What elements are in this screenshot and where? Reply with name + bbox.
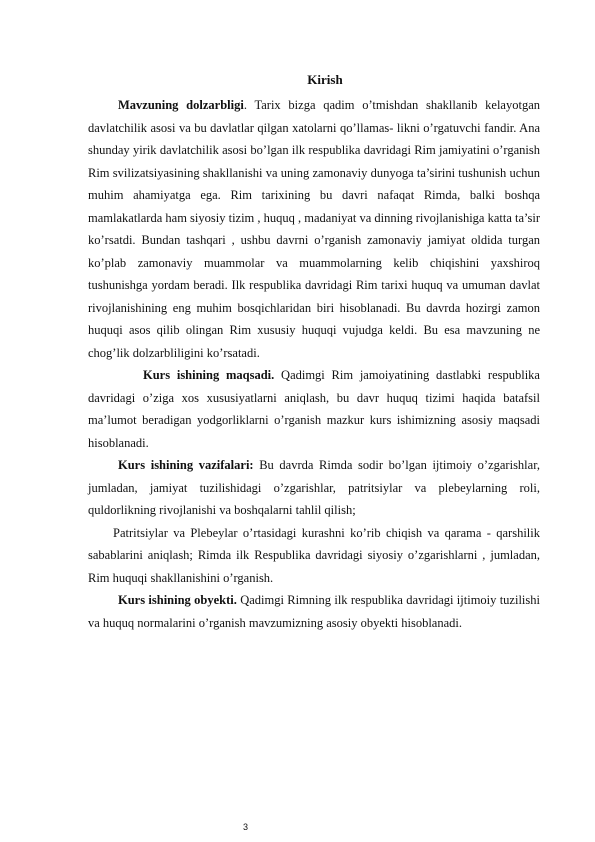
paragraph-lead: Kurs ishining maqsadi.: [143, 368, 275, 382]
paragraph-lead: Mavzuning dolzarbligi: [118, 98, 244, 112]
paragraph-goal: [88, 364, 540, 454]
paragraph-object: [88, 589, 540, 634]
paragraph-relevance: [88, 94, 540, 364]
paragraph-lead: Kurs ishining vazifalari:: [118, 458, 254, 472]
paragraph-text: Patritsiylar va Plebeylar o’rtasidagi kurashni ko’rib chiqish va qarama - qarshilik sabablarini aniqlash; Rimda ilk Respublika davridagi siyosiy o’zgarishlarni , jumladan, Rim huquqi shakllanishini o’rganish.: [88, 525, 540, 585]
paragraph-tasks: [88, 454, 540, 522]
paragraph-text: . Tarix bizga qadim o’tmishdan shakllanib kelayotgan davlatchilik asosi va bu davlatlar qilgan xatolarni qo’llamas- likni o’rgatuvchi fandir. Ana shunday yirik davlatchilik asosi bo’lgan ilk respublika davridagi Rim jamiyatini o’rganish Rim svilizatsiyasining shakllanishi va uning zamonaviy dunyoga ta’sirini tushunish uchun muhim ahamiyatga ega. Rim tarixining bu davri nafaqat Rimda, balki boshqa mamlakatlarda ham siyosiy tizim , huquq , madaniyat va dinning rivojlanishiga katta ta’sir ko’rsatdi. Bundan tashqari , ushbu davrni o’rganish zamonaviy jamiyat oldida turgan ko’plab zamonaviy muammolar va muammolarning kelib chiqishini yaxshiroq tushunishga yordam beradi. Ilk respublika davridagi Rim tarixi huquq va umuman davlat rivojlanishining eng muhim bosqichlaridan biri hisoblanadi. Bu davrda hozirgi zamon huquqi asos qilib olingan Rim xususiy huquqi vujudga keldi. Bu esa mavzuning ne chog’lik dolzarbliligini ko’rsatadi.: [88, 98, 540, 360]
paragraph-tasks-continued: [88, 522, 540, 590]
paragraph-text: Bu davrda Rimda sodir bo’lgan ijtimoiy o’zgarishlar, jumladan, jamiyat tuzilishidagi o’zgarishlar, patritsiylar va plebeylarning roli, quldorlikning rivojlanishi va boshqalarni tahlil qilish;: [88, 458, 540, 517]
page-number: 3: [243, 822, 249, 832]
paragraph-lead: Kurs ishining obyekti.: [118, 593, 237, 607]
page-title: Kirish: [307, 72, 343, 87]
body-text: [88, 94, 540, 634]
paragraph-text: Qadimgi Rimning ilk respublika davridagi ijtimoiy tuzilishi va huquq normalarini o’rganish mavzumizning asosiy obyekti hisoblanadi.: [88, 593, 540, 630]
paragraph-text: Qadimgi Rim jamoiyatining dastlabki respublika davridagi o’ziga xos xususiyatlarni aniqlash, bu davr huquq tizimi haqida batafsil ma’lumot beradigan yodgorliklarni o’rganish mazkur kurs ishimizning asosiy maqsadi hisoblanadi.: [88, 368, 540, 450]
